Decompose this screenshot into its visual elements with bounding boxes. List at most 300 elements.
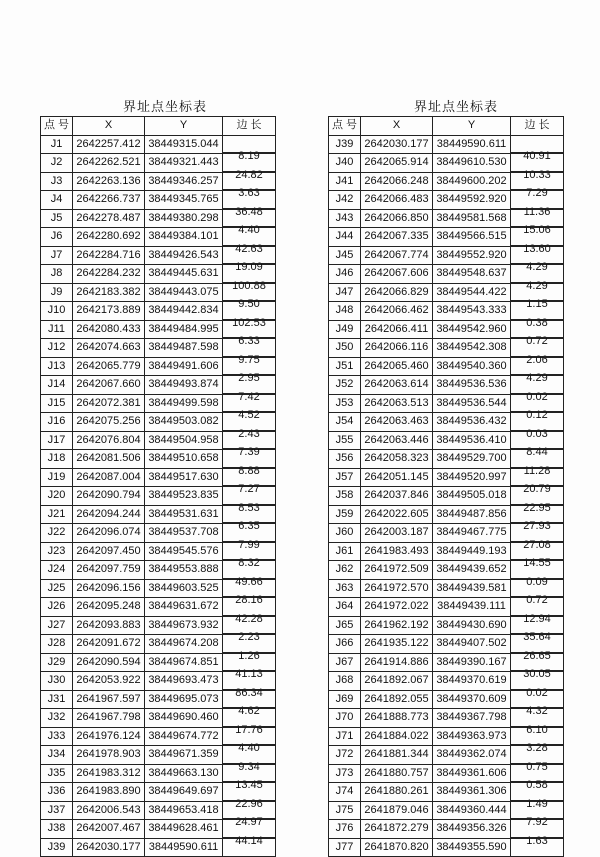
table-row: [329, 635, 564, 654]
side-divider: [223, 448, 275, 449]
y-coordinate-cell: 38449536.410: [433, 431, 511, 450]
point-cell: J38: [41, 820, 73, 839]
side-divider: [511, 800, 563, 801]
y-coordinate-cell: 38449542.308: [433, 339, 511, 358]
y-coordinate-cell: 38449523.835: [145, 487, 223, 506]
table-row: [329, 487, 564, 506]
x-coordinate-cell: 2641962.192: [361, 616, 433, 635]
side-divider: [511, 430, 563, 431]
side-divider: [511, 485, 563, 486]
side-length-cell: [511, 524, 564, 551]
side-length-value: 7.27: [238, 483, 260, 495]
x-coordinate-cell: 2641872.279: [361, 820, 433, 839]
point-cell: J13: [41, 357, 73, 376]
side-length-value: 27.08: [523, 538, 551, 551]
side-length-value: 14.55: [523, 557, 551, 569]
y-coordinate-cell: 38449693.473: [145, 672, 223, 691]
point-cell: J2: [41, 154, 73, 173]
point-cell: J22: [41, 524, 73, 543]
x-coordinate-cell: 2641983.493: [361, 542, 433, 561]
side-divider: [511, 300, 563, 301]
y-coordinate-cell: 38449356.326: [433, 820, 511, 839]
y-coordinate-cell: 38449363.973: [433, 727, 511, 746]
y-coordinate-cell: 38449592.920: [433, 191, 511, 210]
y-coordinate-cell: 38449390.167: [433, 653, 511, 672]
point-cell: J31: [41, 690, 73, 709]
side-length-cell: [511, 672, 564, 699]
y-coordinate-cell: 38449690.460: [145, 709, 223, 728]
side-length-value: 12.94: [523, 612, 551, 625]
x-coordinate-cell: 2641972.509: [361, 561, 433, 580]
side-length-value: 0.58: [526, 779, 548, 791]
side-length-value: 7.39: [238, 446, 260, 458]
y-coordinate-cell: 38449360.444: [433, 801, 511, 820]
point-cell: J32: [41, 709, 73, 728]
side-length-cell: [511, 561, 564, 588]
y-coordinate-cell: 38449674.772: [145, 727, 223, 746]
side-length-value: 6.33: [238, 335, 260, 347]
side-length-value: 2.95: [238, 372, 260, 384]
x-coordinate-cell: 2642284.716: [73, 246, 145, 265]
table-row: [329, 783, 564, 802]
side-length-value: 22.96: [235, 797, 263, 810]
y-coordinate-cell: 38449345.765: [145, 191, 223, 210]
side-length-cell: [511, 820, 564, 847]
side-divider: [223, 633, 275, 634]
side-length-value: 4.52: [238, 409, 260, 421]
side-length-cell: [223, 135, 276, 162]
y-coordinate-cell: 38449673.932: [145, 616, 223, 635]
point-cell: J3: [41, 172, 73, 191]
side-length-value: 15.06: [523, 224, 551, 236]
x-coordinate-cell: 2642094.244: [73, 505, 145, 524]
side-length-cell: [511, 764, 564, 791]
x-coordinate-cell: 2641972.570: [361, 579, 433, 598]
side-length-cell: [511, 542, 564, 569]
table-row: [41, 450, 276, 469]
point-cell: J28: [41, 635, 73, 654]
x-coordinate-cell: 2642067.660: [73, 376, 145, 395]
point-cell: J56: [329, 450, 361, 469]
y-coordinate-cell: 38449603.525: [145, 579, 223, 598]
side-divider: [223, 707, 275, 708]
table-row: [329, 561, 564, 580]
y-coordinate-cell: 38449443.075: [145, 283, 223, 302]
side-length-cell: [223, 524, 276, 551]
side-divider: [223, 781, 275, 782]
x-coordinate-cell: 2641914.886: [361, 653, 433, 672]
side-length-value: 24.82: [235, 168, 263, 181]
table-row: [41, 820, 276, 839]
table-row: [329, 376, 564, 395]
side-divider: [223, 467, 275, 468]
side-length-cell: [511, 783, 564, 810]
table-row: [41, 209, 276, 228]
table-row: [329, 320, 564, 339]
header-y: Y: [433, 117, 511, 136]
side-divider: [511, 356, 563, 357]
point-cell: J61: [329, 542, 361, 561]
table-row: [41, 154, 276, 173]
point-cell: J23: [41, 542, 73, 561]
side-length-value: 49.66: [235, 575, 263, 588]
table-row: [329, 746, 564, 765]
side-divider: [511, 707, 563, 708]
side-length-cell: [511, 394, 564, 421]
side-length-value: 4.40: [238, 742, 260, 754]
side-length-value: 41.13: [235, 668, 263, 680]
side-divider: [223, 578, 275, 579]
side-length-value: 2.23: [238, 631, 260, 643]
point-cell: J10: [41, 302, 73, 321]
side-length-value: 4.29: [526, 372, 548, 384]
point-cell: J26: [41, 598, 73, 617]
point-cell: J76: [329, 820, 361, 839]
side-length-cell: [223, 672, 276, 699]
side-divider: [223, 615, 275, 616]
y-coordinate-cell: 38449504.958: [145, 431, 223, 450]
side-length-cell: [511, 690, 564, 717]
side-length-cell: [511, 801, 564, 828]
table-row: [41, 302, 276, 321]
x-coordinate-cell: 2642063.463: [361, 413, 433, 432]
x-coordinate-cell: 2642063.614: [361, 376, 433, 395]
x-coordinate-cell: 2642066.829: [361, 283, 433, 302]
header-side: 边 长: [223, 117, 276, 136]
side-length-value: 17.76: [235, 723, 263, 736]
side-length-cell: [223, 542, 276, 569]
side-length-value: 9.75: [238, 353, 260, 366]
side-divider: [223, 541, 275, 542]
side-length-cell: [223, 413, 276, 440]
side-length-value: 8.53: [238, 501, 260, 514]
y-coordinate-cell: 38449536.544: [433, 394, 511, 413]
x-coordinate-cell: 2641935.122: [361, 635, 433, 654]
point-cell: J63: [329, 579, 361, 598]
y-coordinate-cell: 38449590.611: [433, 135, 511, 154]
side-divider: [511, 467, 563, 468]
point-cell: J68: [329, 672, 361, 691]
point-cell: J4: [41, 191, 73, 210]
side-divider: [223, 744, 275, 745]
side-length-cell: [223, 265, 276, 292]
table-row: [329, 209, 564, 228]
x-coordinate-cell: 2641892.055: [361, 690, 433, 709]
x-coordinate-cell: 2642067.335: [361, 228, 433, 247]
point-cell: J40: [329, 154, 361, 173]
table-row: [329, 302, 564, 321]
side-length-value: 42.28: [235, 612, 263, 625]
y-coordinate-cell: 38449449.193: [433, 542, 511, 561]
side-divider: [223, 282, 275, 283]
table-row: [41, 579, 276, 598]
side-length-cell: [223, 487, 276, 514]
x-coordinate-cell: 2642183.382: [73, 283, 145, 302]
header-y: Y: [145, 117, 223, 136]
y-coordinate-cell: 38449542.960: [433, 320, 511, 339]
side-length-cell: [223, 746, 276, 773]
side-length-value: 35.64: [523, 631, 551, 643]
side-length-value: 0.38: [526, 316, 548, 329]
side-divider: [511, 818, 563, 819]
y-coordinate-cell: 38449671.359: [145, 746, 223, 765]
x-coordinate-cell: 2641881.344: [361, 746, 433, 765]
table-row: [41, 394, 276, 413]
side-length-cell: [223, 320, 276, 347]
side-divider: [511, 744, 563, 745]
point-cell: J71: [329, 727, 361, 746]
point-cell: J52: [329, 376, 361, 395]
x-coordinate-cell: 2642067.606: [361, 265, 433, 284]
point-cell: J73: [329, 764, 361, 783]
x-coordinate-cell: 2642278.487: [73, 209, 145, 228]
y-coordinate-cell: 38449503.082: [145, 413, 223, 432]
y-coordinate-cell: 38449370.609: [433, 690, 511, 709]
point-cell: J67: [329, 653, 361, 672]
table-row: [329, 542, 564, 561]
side-length-cell: [511, 209, 564, 236]
table-row: [329, 191, 564, 210]
x-coordinate-cell: 2641888.773: [361, 709, 433, 728]
side-length-cell: [223, 838, 276, 857]
side-length-value: 0.72: [526, 335, 548, 347]
point-cell: J21: [41, 505, 73, 524]
y-coordinate-cell: 38449628.461: [145, 820, 223, 839]
side-length-value: 1.63: [526, 834, 548, 847]
point-cell: J75: [329, 801, 361, 820]
table-row: [329, 598, 564, 617]
side-length-cell: [511, 653, 564, 680]
table-row: [329, 135, 564, 154]
y-coordinate-cell: 38449674.851: [145, 653, 223, 672]
point-cell: J74: [329, 783, 361, 802]
point-cell: J70: [329, 709, 361, 728]
side-length-value: 1.49: [526, 797, 548, 810]
y-coordinate-cell: 38449321.443: [145, 154, 223, 173]
x-coordinate-cell: 2642003.187: [361, 524, 433, 543]
table-row: [41, 265, 276, 284]
side-length-value: 1.15: [526, 298, 548, 310]
side-length-value: 100.88: [232, 279, 266, 292]
side-divider: [511, 633, 563, 634]
side-length-cell: [223, 209, 276, 236]
side-divider: [511, 152, 563, 153]
x-coordinate-cell: 2642262.521: [73, 154, 145, 173]
x-coordinate-cell: 2642030.177: [73, 838, 145, 857]
x-coordinate-cell: 2642058.323: [361, 450, 433, 469]
side-divider: [511, 504, 563, 505]
x-coordinate-cell: 2641983.312: [73, 764, 145, 783]
table-row: [41, 339, 276, 358]
x-coordinate-cell: 2642037.846: [361, 487, 433, 506]
table-title-left: 界址点坐标表: [123, 99, 208, 114]
point-cell: J48: [329, 302, 361, 321]
table-row: [329, 228, 564, 247]
side-length-cell: [511, 598, 564, 625]
side-length-value: 4.29: [526, 279, 548, 292]
y-coordinate-cell: 38449566.515: [433, 228, 511, 247]
header-x: X: [361, 117, 433, 136]
side-length-cell: [511, 450, 564, 477]
point-cell: J15: [41, 394, 73, 413]
point-cell: J14: [41, 376, 73, 395]
side-divider: [511, 393, 563, 394]
table-row: [41, 172, 276, 191]
side-length-cell: [223, 431, 276, 458]
table-row: [329, 653, 564, 672]
x-coordinate-cell: 2642066.411: [361, 320, 433, 339]
side-length-cell: [223, 561, 276, 588]
side-length-value: 7.99: [238, 538, 260, 551]
side-divider: [223, 522, 275, 523]
table-row: [41, 505, 276, 524]
side-length-value: 7.92: [526, 816, 548, 828]
side-divider: [511, 726, 563, 727]
side-length-value: 28.16: [235, 594, 263, 606]
point-cell: J9: [41, 283, 73, 302]
point-cell: J53: [329, 394, 361, 413]
side-divider: [223, 504, 275, 505]
side-length-value: 42.63: [235, 242, 263, 255]
side-length-value: 11.36: [523, 205, 551, 218]
y-coordinate-cell: 38449545.576: [145, 542, 223, 561]
side-length-cell: [223, 302, 276, 329]
side-length-value: 0.02: [526, 686, 548, 699]
point-cell: J24: [41, 561, 73, 580]
point-cell: J58: [329, 487, 361, 506]
y-coordinate-cell: 38449362.074: [433, 746, 511, 765]
x-coordinate-cell: 2641884.022: [361, 727, 433, 746]
x-coordinate-cell: 2642097.450: [73, 542, 145, 561]
side-length-value: 0.72: [526, 594, 548, 606]
point-cell: J12: [41, 339, 73, 358]
x-coordinate-cell: 2641978.903: [73, 746, 145, 765]
y-coordinate-cell: 38449467.775: [433, 524, 511, 543]
side-divider: [511, 670, 563, 671]
side-divider: [511, 596, 563, 597]
x-coordinate-cell: 2642007.467: [73, 820, 145, 839]
point-cell: J69: [329, 690, 361, 709]
table-row: [41, 709, 276, 728]
side-length-value: 4.32: [526, 705, 548, 717]
side-divider: [511, 615, 563, 616]
y-coordinate-cell: 38449631.672: [145, 598, 223, 617]
table-row: [329, 339, 564, 358]
point-cell: J46: [329, 265, 361, 284]
y-coordinate-cell: 38449484.995: [145, 320, 223, 339]
side-length-cell: [511, 172, 564, 199]
side-divider: [223, 189, 275, 190]
point-cell: J47: [329, 283, 361, 302]
y-coordinate-cell: 38449439.652: [433, 561, 511, 580]
side-length-cell: [511, 376, 564, 403]
side-divider: [223, 171, 275, 172]
side-length-cell: [223, 394, 276, 421]
table-row: [41, 376, 276, 395]
side-divider: [223, 800, 275, 801]
point-cell: J72: [329, 746, 361, 765]
side-divider: [223, 559, 275, 560]
side-length-value: 0.75: [526, 760, 548, 773]
y-coordinate-cell: 38449361.306: [433, 783, 511, 802]
y-coordinate-cell: 38449407.502: [433, 635, 511, 654]
side-divider: [223, 689, 275, 690]
side-length-cell: [223, 450, 276, 477]
side-length-value: 19.09: [235, 261, 263, 273]
table-row: [41, 468, 276, 487]
side-length-value: 7.42: [238, 390, 260, 403]
side-length-cell: [223, 339, 276, 366]
table-row: [41, 653, 276, 672]
x-coordinate-cell: 2642095.248: [73, 598, 145, 617]
side-length-cell: [511, 709, 564, 736]
y-coordinate-cell: 38449695.073: [145, 690, 223, 709]
side-divider: [511, 559, 563, 560]
side-length-cell: [223, 357, 276, 384]
side-length-value: 1.26: [238, 649, 260, 662]
x-coordinate-cell: 2641972.022: [361, 598, 433, 617]
side-divider: [511, 226, 563, 227]
table-row: [41, 635, 276, 654]
side-length-cell: [511, 339, 564, 366]
point-cell: J55: [329, 431, 361, 450]
side-length-cell: [511, 320, 564, 347]
side-length-value: 3.28: [526, 742, 548, 754]
side-divider: [511, 781, 563, 782]
point-cell: J5: [41, 209, 73, 228]
table-row: [329, 468, 564, 487]
x-coordinate-cell: 2641880.261: [361, 783, 433, 802]
y-coordinate-cell: 38449510.658: [145, 450, 223, 469]
side-length-value: 26.65: [523, 649, 551, 662]
side-length-value: 9.50: [238, 298, 260, 310]
side-divider: [223, 430, 275, 431]
point-cell: J17: [41, 431, 73, 450]
side-length-value: 40.91: [523, 150, 551, 162]
point-cell: J34: [41, 746, 73, 765]
side-length-cell: [511, 228, 564, 255]
y-coordinate-cell: 38449442.834: [145, 302, 223, 321]
side-length-value: 20.79: [523, 483, 551, 495]
side-divider: [511, 763, 563, 764]
table-row: [41, 320, 276, 339]
y-coordinate-cell: 38449520.997: [433, 468, 511, 487]
point-cell: J16: [41, 413, 73, 432]
point-cell: J8: [41, 265, 73, 284]
x-coordinate-cell: 2642093.883: [73, 616, 145, 635]
y-coordinate-cell: 38449517.630: [145, 468, 223, 487]
point-cell: J36: [41, 783, 73, 802]
y-coordinate-cell: 38449487.598: [145, 339, 223, 358]
side-length-cell: [223, 653, 276, 680]
x-coordinate-cell: 2642091.672: [73, 635, 145, 654]
side-length-cell: [223, 246, 276, 273]
side-length-value: 22.95: [523, 501, 551, 514]
y-coordinate-cell: 38449384.101: [145, 228, 223, 247]
table-body-right: [329, 135, 564, 857]
side-length-value: 8.19: [238, 150, 260, 162]
side-divider: [511, 208, 563, 209]
side-divider: [223, 726, 275, 727]
table-row: [41, 727, 276, 746]
y-coordinate-cell: 38449537.708: [145, 524, 223, 543]
side-divider: [511, 337, 563, 338]
side-length-value: 10.33: [523, 168, 551, 181]
side-divider: [223, 300, 275, 301]
coordinate-table-left: [40, 116, 276, 857]
y-coordinate-cell: 38449380.298: [145, 209, 223, 228]
side-length-cell: [511, 191, 564, 218]
